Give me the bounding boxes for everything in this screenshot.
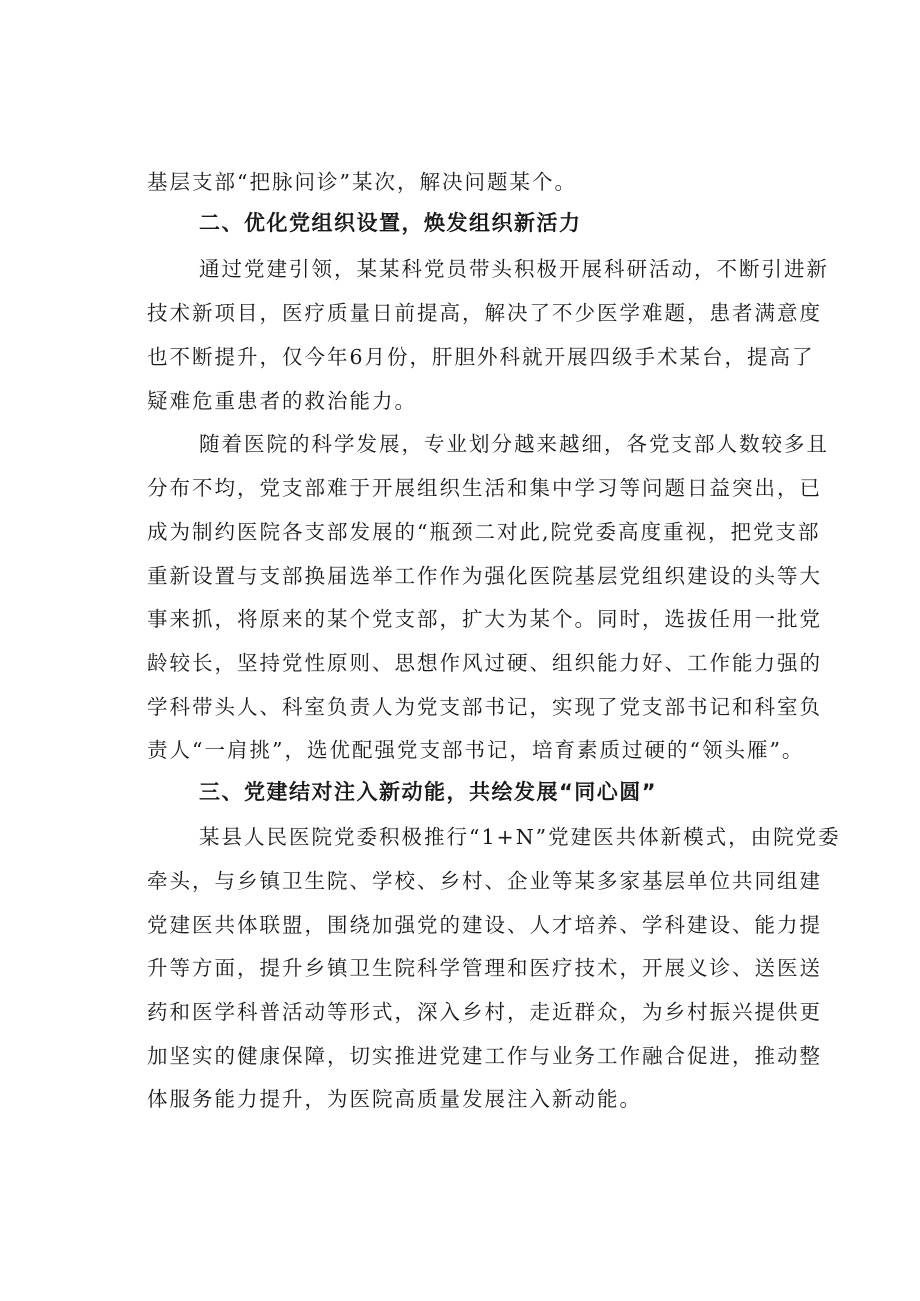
line-text: 重新设置与支部换届选举工作作为强化医院基层党组织建设的头等大	[147, 564, 822, 588]
line-text: 通过党建引领，某某科党员带头积极开展科研活动，不断引进新	[199, 257, 829, 281]
line-text: 牵头，与乡镇卫生院、学校、乡村、企业等某多家基层单位共同组建	[147, 869, 822, 893]
body-line	[0, 1036, 920, 1076]
line-text: 技术新项目，医疗质量日前提高，解决了不少医学难题，患者满意度	[147, 301, 822, 325]
line-text: 龄较长，坚持党性原则、思想作风过硬、组织能力好、工作能力强的	[147, 651, 822, 675]
body-line	[0, 948, 920, 988]
body-line	[0, 424, 920, 464]
line-text: 学科带头人、科室负责人为党支部书记，实现了党支部书记和科室负	[147, 695, 822, 719]
body-line	[0, 861, 920, 901]
body-line	[0, 249, 920, 289]
line-text: 分布不均，党支部难于开展组织生活和集中学习等问题日益突出，已	[147, 476, 822, 500]
body-line	[0, 162, 920, 202]
body-line	[0, 643, 920, 683]
line-text: 随着医院的科学发展，专业划分越来越细，各党支部人数较多且	[199, 432, 829, 456]
body-line	[0, 381, 920, 421]
line-text: 事来抓，将原来的某个党支部，扩大为某个。同时，选拔任用一批党	[147, 607, 822, 631]
line-text: 升等方面，提升乡镇卫生院科学管理和医疗技术，开展义诊、送医送	[147, 956, 822, 980]
line-text: 党建医共体联盟，围绕加强党的建设、人才培养、学科建设、能力提	[147, 913, 822, 937]
body-line	[0, 512, 920, 552]
body-line	[0, 817, 920, 857]
heading-text: 二、优化党组织设置，焕发组织新活力	[199, 211, 582, 235]
line-text: 基层支部“把脉问诊”某次，解决问题某个。	[147, 170, 577, 194]
body-line	[0, 337, 920, 377]
section-heading	[0, 772, 920, 812]
body-line	[0, 293, 920, 333]
line-text: 责人“一肩挑”，选优配强党支部书记，培育素质过硬的“领头雁”。	[147, 738, 805, 762]
body-line	[0, 556, 920, 596]
body-line	[0, 599, 920, 639]
section-heading	[0, 203, 920, 243]
heading-text: 三、党建结对注入新动能，共绘发展“同心圆”	[199, 780, 658, 804]
body-line	[0, 905, 920, 945]
line-text: 体服务能力提升，为医院高质量发展注入新动能。	[147, 1087, 642, 1111]
line-text: 疑难危重患者的救治能力。	[147, 389, 417, 413]
body-line	[0, 992, 920, 1032]
body-line	[0, 1079, 920, 1119]
body-line	[0, 468, 920, 508]
line-text: 成为制约医院各支部发展的“瓶颈二对此,院党委高度重视，把党支部	[147, 520, 821, 544]
line-text: 加坚实的健康保障，切实推进党建工作与业务工作融合促进，推动整	[147, 1044, 822, 1068]
body-line	[0, 687, 920, 727]
line-text: 也不断提升，仅今年6月份，肝胆外科就开展四级手术某台，提高了	[147, 345, 815, 369]
line-text: 某县人民医院党委积极推行“1+N”党建医共体新模式，由院党委	[199, 825, 841, 849]
line-text: 药和医学科普活动等形式，深入乡村，走近群众，为乡村振兴提供更	[147, 1000, 822, 1024]
body-line	[0, 730, 920, 770]
